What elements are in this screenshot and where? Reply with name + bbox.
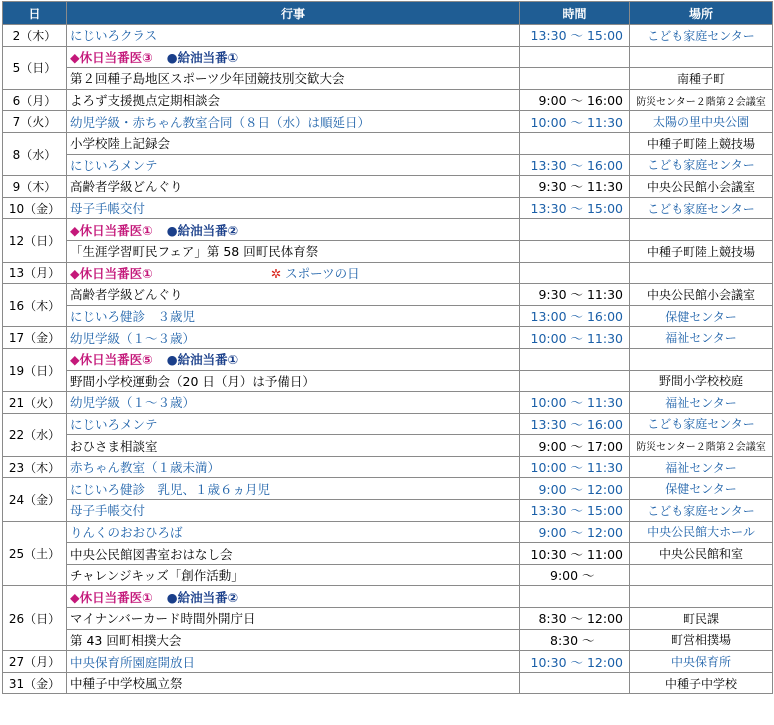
event-cell: [67, 586, 520, 608]
day-cell: 24（金）: [3, 478, 67, 521]
day-cell: 9（木）: [3, 176, 67, 198]
table-row: [3, 564, 773, 586]
place-cell: 野間小学校校庭: [630, 370, 773, 392]
time-cell: 8:30 ～ 12:00: [520, 608, 630, 630]
table-row: [3, 608, 773, 630]
place-cell: [630, 46, 773, 68]
time-cell: 9:30 ～ 11:30: [520, 284, 630, 306]
holiday-doctor: ◆休日当番医①: [70, 589, 153, 605]
place-cell: 中央保育所: [630, 651, 773, 673]
time-cell: 10:30 ～ 11:00: [520, 543, 630, 565]
time-cell: 9:00 ～ 17:00: [520, 435, 630, 457]
fuel-duty: ●給油当番①: [166, 49, 239, 65]
event-cell: 第 43 回町相撲大会: [67, 629, 520, 651]
time-cell: [520, 219, 630, 241]
table-row: [3, 392, 773, 414]
table-row: [3, 435, 773, 457]
time-cell: [520, 262, 630, 284]
table-row: [3, 348, 773, 370]
time-cell: [520, 586, 630, 608]
time-cell: 13:00 ～ 16:00: [520, 305, 630, 327]
event-cell: 母子手帳交付: [67, 500, 520, 522]
time-cell: 8:30 ～: [520, 629, 630, 651]
place-cell: [630, 586, 773, 608]
fuel-duty: ●給油当番①: [166, 352, 239, 368]
place-cell: 福祉センター: [630, 392, 773, 414]
table-row: [3, 46, 773, 68]
table-row: [3, 89, 773, 111]
table-row: [3, 132, 773, 154]
event-cell: 小学校陸上記録会: [67, 132, 520, 154]
table-row: [3, 651, 773, 673]
event-cell: 中央保育所園庭開放日: [67, 651, 520, 673]
time-cell: 9:00 ～ 12:00: [520, 521, 630, 543]
time-cell: [520, 132, 630, 154]
time-cell: 9:00 ～ 16:00: [520, 89, 630, 111]
place-cell: 防災センター２階第２会議室: [630, 435, 773, 457]
table-row: [3, 370, 773, 392]
event-cell: 野間小学校運動会（20 日（月）は予備日）: [67, 370, 520, 392]
day-cell: 16（木）: [3, 284, 67, 327]
table-row: [3, 629, 773, 651]
place-cell: 中央公民館大ホール: [630, 521, 773, 543]
sports-day-label: スポーツの日: [285, 265, 360, 281]
time-cell: [520, 672, 630, 694]
place-cell: 中種子町陸上競技場: [630, 132, 773, 154]
day-cell: 6（月）: [3, 89, 67, 111]
table-row: [3, 176, 773, 198]
holiday-doctor: ◆休日当番医⑤: [70, 352, 153, 368]
event-cell: 赤ちゃん教室（１歳未満）: [67, 456, 520, 478]
day-cell: 2（木）: [3, 25, 67, 47]
day-cell: 12（日）: [3, 219, 67, 262]
time-cell: 10:00 ～ 11:30: [520, 456, 630, 478]
place-cell: [630, 262, 773, 284]
table-row: [3, 219, 773, 241]
table-row: [3, 154, 773, 176]
time-cell: 10:00 ～ 11:30: [520, 392, 630, 414]
day-cell: 19（日）: [3, 348, 67, 391]
place-cell: こども家庭センター: [630, 197, 773, 219]
table-row: [3, 25, 773, 47]
place-cell: こども家庭センター: [630, 154, 773, 176]
place-cell: 保健センター: [630, 305, 773, 327]
header-day: 日: [3, 2, 67, 25]
day-cell: 23（木）: [3, 456, 67, 478]
event-cell: 高齢者学級どんぐり: [67, 284, 520, 306]
day-cell: 25（土）: [3, 521, 67, 586]
place-cell: 中種子中学校: [630, 672, 773, 694]
time-cell: [520, 46, 630, 68]
place-cell: こども家庭センター: [630, 413, 773, 435]
day-cell: 5（日）: [3, 46, 67, 89]
day-cell: 10（金）: [3, 197, 67, 219]
time-cell: [520, 68, 630, 90]
table-row: [3, 305, 773, 327]
header-row: [3, 2, 773, 25]
day-cell: 27（月）: [3, 651, 67, 673]
time-cell: 10:00 ～ 11:30: [520, 111, 630, 133]
event-cell: 中種子中学校風立祭: [67, 672, 520, 694]
place-cell: 福祉センター: [630, 327, 773, 349]
place-cell: 町民課: [630, 608, 773, 630]
table-row: [3, 197, 773, 219]
place-cell: [630, 219, 773, 241]
table-row: [3, 543, 773, 565]
time-cell: 13:30 ～ 15:00: [520, 25, 630, 47]
holiday-doctor: ◆休日当番医③: [70, 49, 153, 65]
event-cell: よろず支援拠点定期相談会: [67, 89, 520, 111]
event-cell: [67, 46, 520, 68]
event-cell: 母子手帳交付: [67, 197, 520, 219]
place-cell: 中央公民館小会議室: [630, 176, 773, 198]
table-row: [3, 500, 773, 522]
event-cell: にじいろメンテ: [67, 413, 520, 435]
time-cell: 10:30 ～ 12:00: [520, 651, 630, 673]
event-cell: 第２回種子島地区スポーツ少年団競技別交歓大会: [67, 68, 520, 90]
time-cell: 9:30 ～ 11:30: [520, 176, 630, 198]
fuel-duty: ●給油当番②: [166, 222, 239, 238]
event-cell: 中央公民館図書室おはなし会: [67, 543, 520, 565]
place-cell: 防災センター２階第２会議室: [630, 89, 773, 111]
event-cell: にじいろメンテ: [67, 154, 520, 176]
event-cell: 幼児学級（１～３歳）: [67, 392, 520, 414]
event-cell: 幼児学級（１～３歳）: [67, 327, 520, 349]
event-cell: にじいろ健診 乳児、１歳６ヵ月児: [67, 478, 520, 500]
table-row: [3, 672, 773, 694]
day-cell: 13（月）: [3, 262, 67, 284]
time-cell: 9:00 ～: [520, 564, 630, 586]
time-cell: 13:30 ～ 16:00: [520, 154, 630, 176]
place-cell: 太陽の里中央公園: [630, 111, 773, 133]
time-cell: 13:30 ～ 15:00: [520, 500, 630, 522]
event-cell: [67, 219, 520, 241]
day-cell: 31（金）: [3, 672, 67, 694]
holiday-doctor: ◆休日当番医①: [70, 222, 153, 238]
fuel-duty: ●給油当番②: [166, 589, 239, 605]
table-row: [3, 284, 773, 306]
sports-day-icon: ✲: [270, 265, 282, 281]
event-cell: にじいろ健診 ３歳児: [67, 305, 520, 327]
time-cell: 9:00 ～ 12:00: [520, 478, 630, 500]
place-cell: 中央公民館小会議室: [630, 284, 773, 306]
place-cell: 保健センター: [630, 478, 773, 500]
day-cell: 26（日）: [3, 586, 67, 651]
table-row: [3, 413, 773, 435]
event-cell: にじいろクラス: [67, 25, 520, 47]
header-event: 行事: [67, 2, 520, 25]
time-cell: [520, 240, 630, 262]
table-row: [3, 586, 773, 608]
place-cell: 福祉センター: [630, 456, 773, 478]
header-place: 場所: [630, 2, 773, 25]
table-row: [3, 327, 773, 349]
event-cell: 「生涯学習町民フェア」第 58 回町民体育祭: [67, 240, 520, 262]
event-cell: おひさま相談室: [67, 435, 520, 457]
time-cell: 13:30 ～ 16:00: [520, 413, 630, 435]
event-cell: [67, 348, 520, 370]
header-time: 時間: [520, 2, 630, 25]
event-cell: マイナンバーカード時間外開庁日: [67, 608, 520, 630]
table-row: [3, 68, 773, 90]
place-cell: [630, 564, 773, 586]
holiday-doctor: ◆休日当番医①: [70, 265, 153, 281]
event-cell: チャレンジキッズ「創作活動」: [67, 564, 520, 586]
table-row: [3, 111, 773, 133]
event-cell: りんくのおおひろば: [67, 521, 520, 543]
table-row: [3, 456, 773, 478]
day-cell: 8（水）: [3, 132, 67, 175]
event-cell: 高齢者学級どんぐり: [67, 176, 520, 198]
place-cell: 南種子町: [630, 68, 773, 90]
place-cell: 町営相撲場: [630, 629, 773, 651]
day-cell: 21（火）: [3, 392, 67, 414]
place-cell: 中央公民館和室: [630, 543, 773, 565]
day-cell: 22（水）: [3, 413, 67, 456]
place-cell: 中種子町陸上競技場: [630, 240, 773, 262]
events-table: [2, 1, 773, 694]
time-cell: 10:00 ～ 11:30: [520, 327, 630, 349]
table-row: [3, 478, 773, 500]
day-cell: 17（金）: [3, 327, 67, 349]
place-cell: こども家庭センター: [630, 500, 773, 522]
place-cell: [630, 348, 773, 370]
day-cell: 7（火）: [3, 111, 67, 133]
table-row: [3, 240, 773, 262]
time-cell: [520, 370, 630, 392]
event-cell: [67, 262, 520, 284]
table-row: [3, 521, 773, 543]
time-cell: [520, 348, 630, 370]
event-cell: 幼児学級・赤ちゃん教室合同（８日（水）は順延日）: [67, 111, 520, 133]
place-cell: こども家庭センター: [630, 25, 773, 47]
time-cell: 13:30 ～ 15:00: [520, 197, 630, 219]
table-row: [3, 262, 773, 284]
